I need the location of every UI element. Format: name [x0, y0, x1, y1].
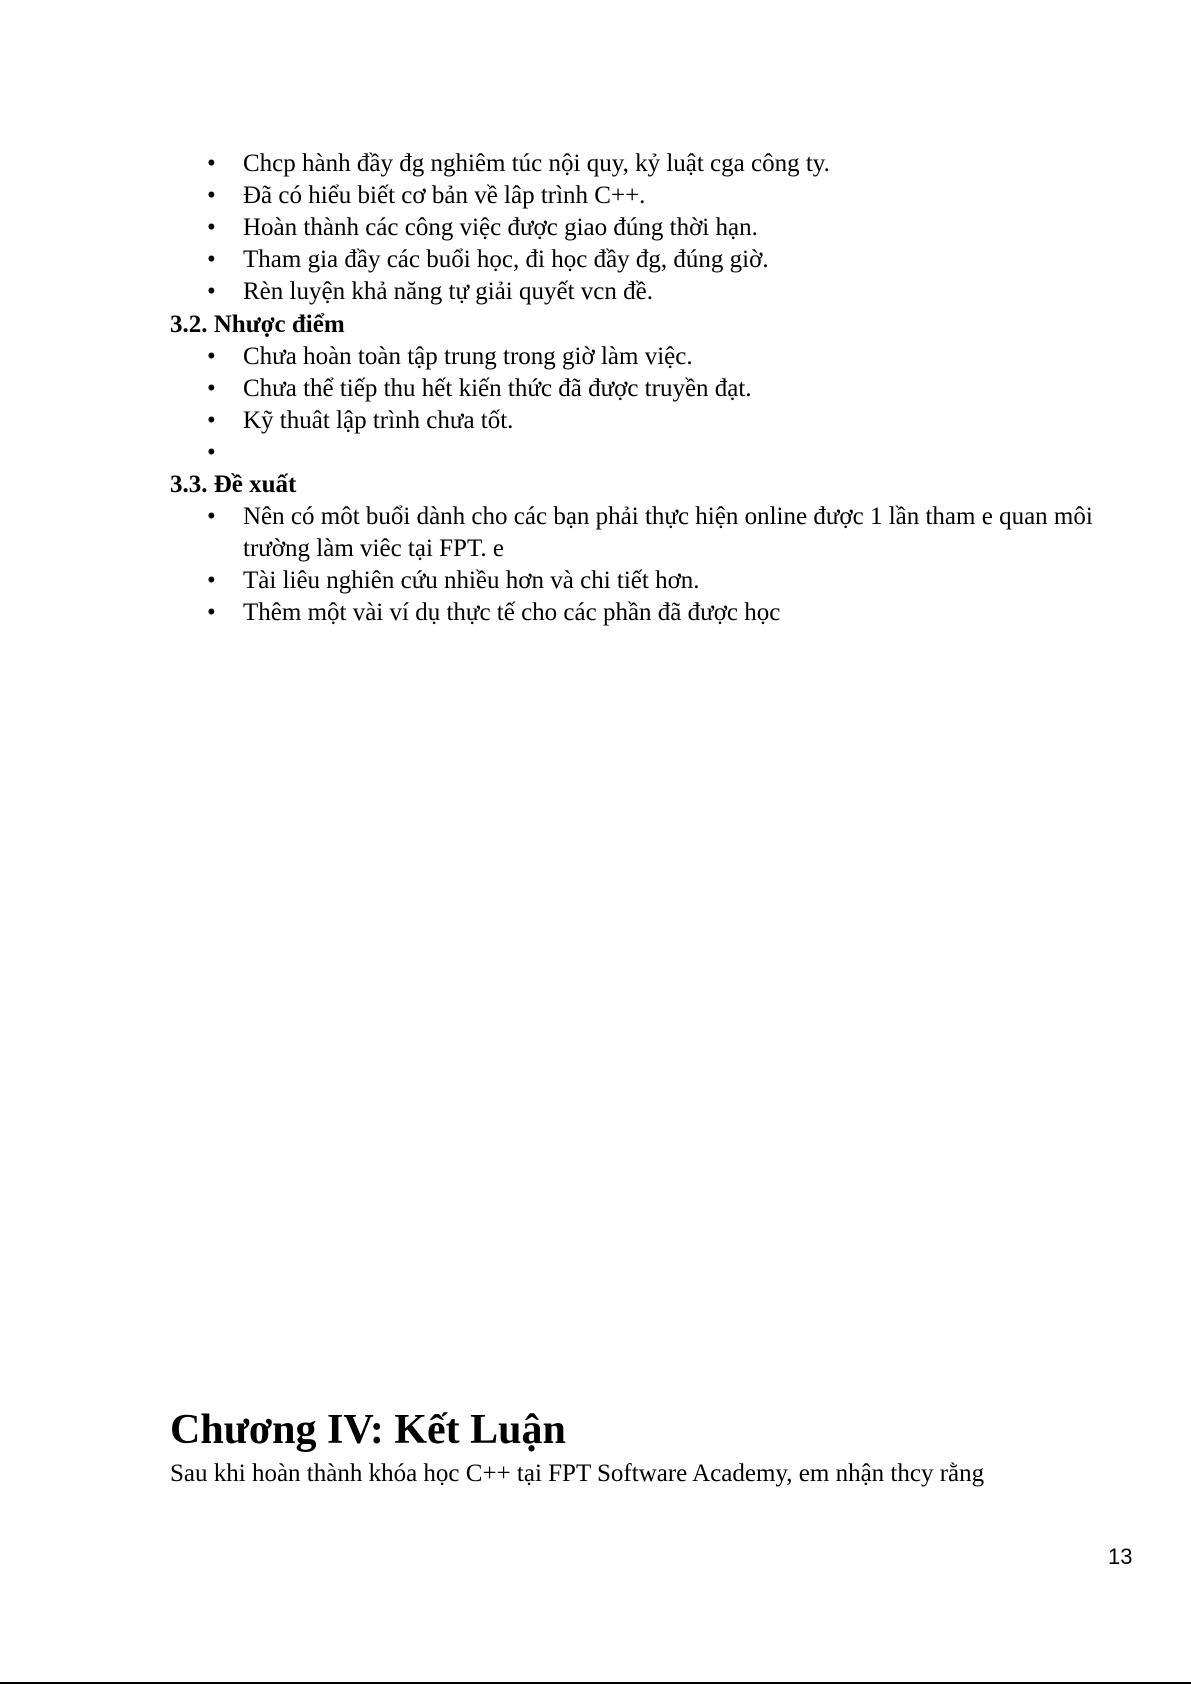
- bullet-icon: •: [207, 407, 216, 434]
- section-heading-proposals: 3.3. Đề xuất: [170, 471, 297, 498]
- list-item: [205, 565, 1105, 597]
- bullet-icon: •: [207, 246, 216, 273]
- list-item-text: Chcp hành đầy đg nghiêm túc nội quy, kỷ luật cga công ty.: [243, 150, 830, 177]
- bullet-icon: •: [207, 439, 216, 466]
- list-item: [205, 244, 1105, 276]
- list-item: [205, 212, 1105, 244]
- list-item: [205, 405, 1105, 437]
- list-item-text: Kỹ thuât lập trình chưa tốt.: [243, 407, 514, 434]
- list-item: [205, 276, 1105, 308]
- list-item-text: Chưa hoàn toàn tập trung trong giờ làm việc.: [243, 343, 693, 370]
- list-item-text: Rèn luyện khả năng tự giải quyết vcn đề.: [243, 278, 653, 305]
- bullet-icon: •: [207, 214, 216, 241]
- list-item-text: Chưa thể tiếp thu hết kiến thức đã được truyền đạt.: [243, 375, 752, 402]
- list-item-text: Thêm một vài ví dụ thực tế cho các phần đã được học: [243, 599, 781, 626]
- chapter-intro-text: Sau khi hoàn thành khóa học C++ tại FPT Software Academy, em nhận thcy rằng: [170, 1460, 985, 1487]
- list-item: [205, 148, 1105, 180]
- list-item: [205, 373, 1105, 405]
- list-item: [205, 437, 1105, 469]
- bottom-divider: [0, 1682, 1191, 1684]
- list-item: [205, 597, 1105, 629]
- chapter-title: Chương IV: Kết Luận: [170, 1407, 566, 1453]
- bullet-icon: •: [207, 599, 216, 626]
- section-heading-weaknesses: 3.2. Nhược điểm: [170, 311, 345, 338]
- proposals-list: [205, 501, 1105, 629]
- bullet-icon: •: [207, 278, 216, 305]
- bullet-icon: •: [207, 343, 216, 370]
- bullet-icon: •: [207, 150, 216, 177]
- list-item-text: Đã có hiểu biết cơ bản về lâp trình C++.: [243, 182, 646, 209]
- bullet-icon: •: [207, 375, 216, 402]
- bullet-icon: •: [207, 567, 216, 594]
- strengths-list: [205, 148, 1105, 308]
- list-item: [205, 180, 1105, 212]
- list-item-text: Nên có môt buổi dành cho các bạn phải thực hiện online được 1 lần tham e quan môi trường làm viêc tại FPT. e: [243, 503, 1093, 562]
- list-item-text: Hoàn thành các công việc được giao đúng thời hạn.: [243, 214, 758, 241]
- list-item-text: Tham gia đầy các buổi học, đi học đầy đg, đúng giờ.: [243, 246, 769, 273]
- list-item: [205, 341, 1105, 373]
- weaknesses-list: [205, 341, 1105, 469]
- list-item: [205, 501, 1105, 565]
- bullet-icon: •: [207, 182, 216, 209]
- bullet-icon: •: [207, 503, 216, 530]
- list-item-text: Tài liêu nghiên cứu nhiều hơn và chi tiết hơn.: [243, 567, 700, 594]
- page-number: 13: [1108, 1544, 1133, 1569]
